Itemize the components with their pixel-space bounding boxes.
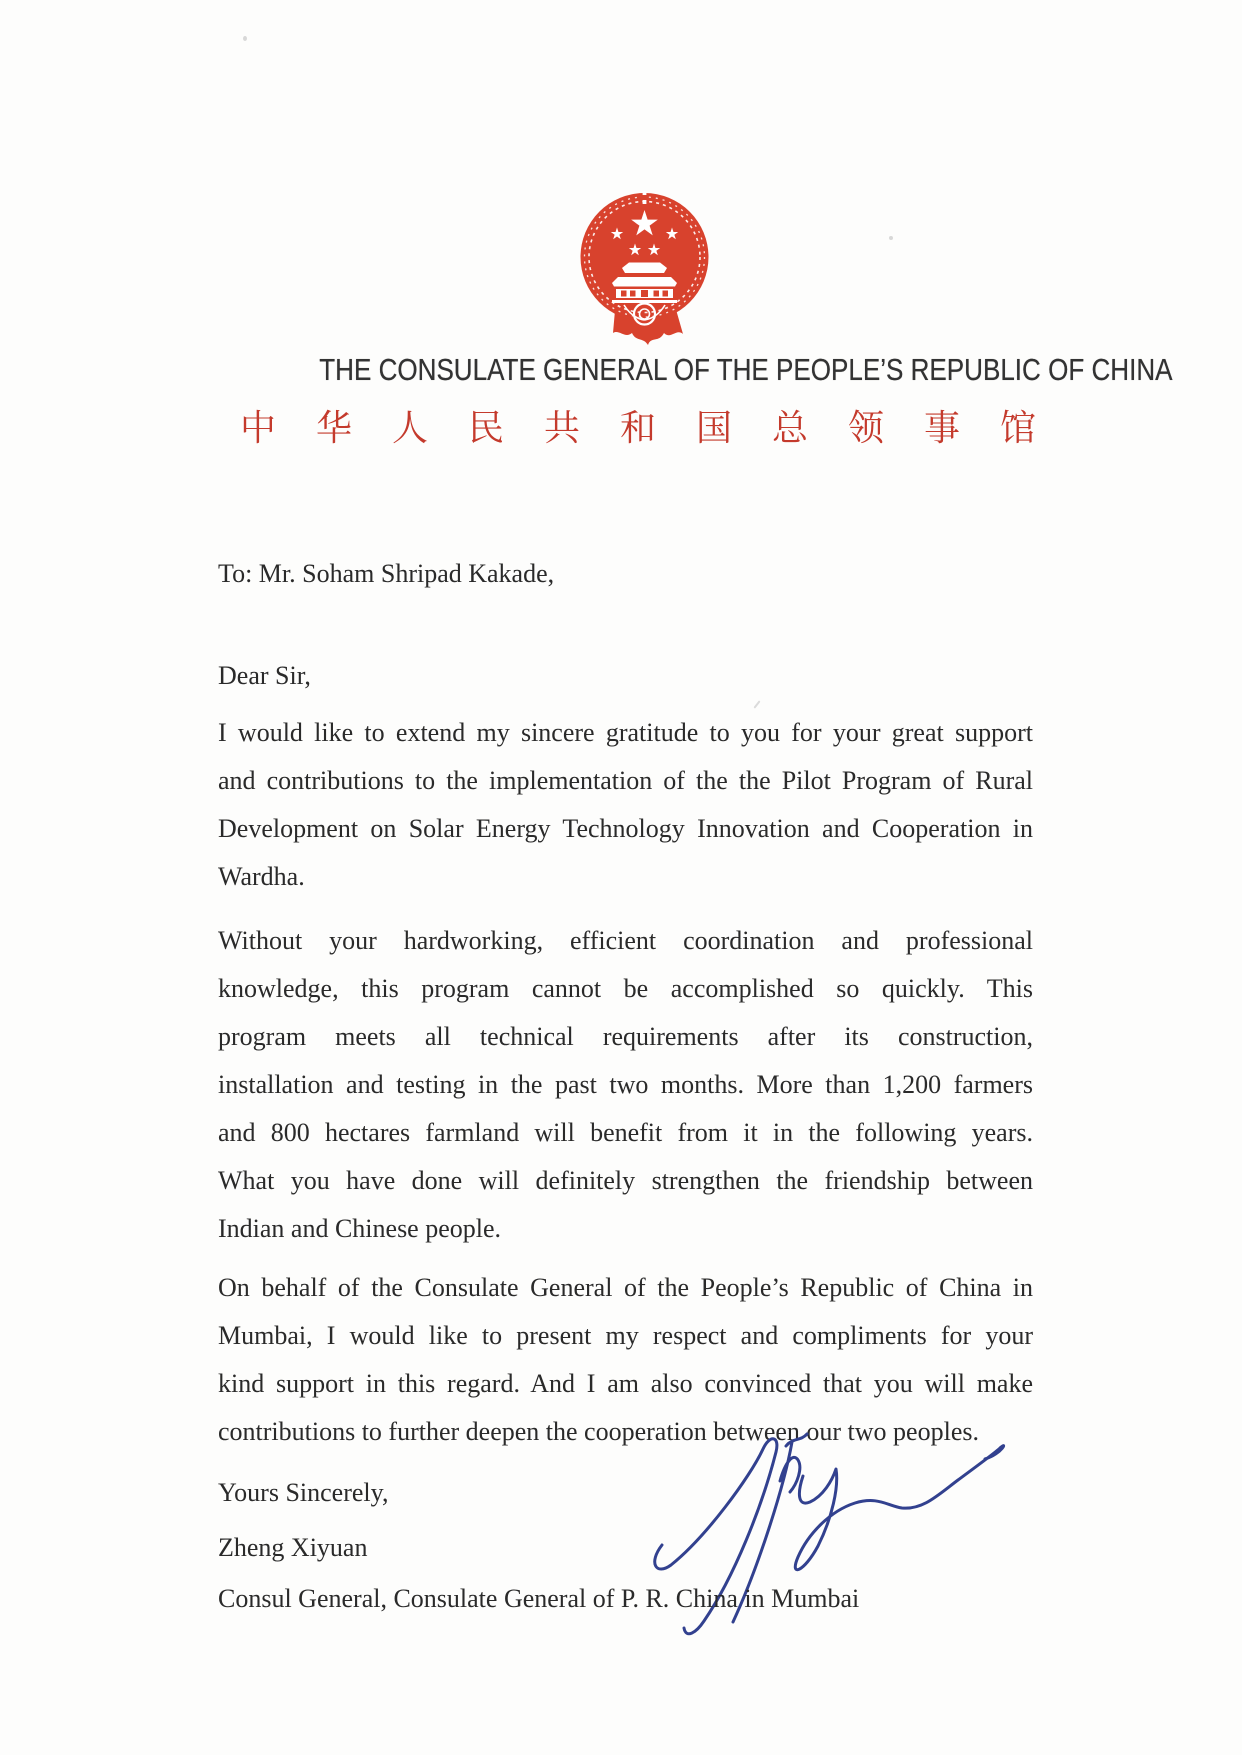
letter-line: What you have done will definitely strengthen the friendship between [218, 1166, 1033, 1195]
letter-line: kind support in this regard. And I am also convinced that you will make [218, 1369, 1033, 1398]
china-national-emblem [572, 187, 717, 345]
salutation-line: Dear Sir, [218, 661, 311, 690]
letter-line: On behalf of the Consulate General of the People’s Republic of China in [218, 1273, 1033, 1302]
letter-line: I would like to extend my sincere gratitude to you for your great support [218, 718, 1033, 747]
signatory-name: Zheng Xiyuan [218, 1533, 368, 1562]
consulate-name-chinese-text: 中华人民共和国总领事馆 [240, 408, 1077, 449]
letter-line: contributions to further deepen the cooperation between our two peoples. [218, 1417, 979, 1446]
letter-line: Wardha. [218, 862, 305, 891]
paragraph-2 [218, 917, 1033, 1253]
paragraph-1 [218, 709, 1033, 901]
letter-line: Indian and Chinese people. [218, 1214, 502, 1243]
letter-line: Without your hardworking, efficient coordination and professional [218, 926, 1033, 955]
scan-speck [889, 236, 893, 240]
scan-speck [753, 700, 760, 708]
letter-line: knowledge, this program cannot be accomplished so quickly. This [218, 974, 1033, 1003]
consulate-name-english [238, 352, 1173, 388]
recipient-line: To: Mr. Soham Shripad Kakade, [218, 559, 555, 588]
letter-line: and contributions to the implementation of the the Pilot Program of Rural [218, 766, 1033, 795]
consulate-name-english-text: THE CONSULATE GENERAL OF THE PEOPLE’S REPUBLIC OF CHINA [319, 352, 1173, 387]
china-national-emblem-icon [572, 187, 717, 345]
closing-line: Yours Sincerely, [218, 1478, 389, 1507]
scan-speck [243, 36, 247, 41]
letter-line: program meets all technical requirements after its construction, [218, 1022, 1033, 1051]
letter-line: installation and testing in the past two months. More than 1,200 farmers [218, 1070, 1033, 1099]
consulate-name-chinese [240, 408, 1076, 450]
letter-line: and 800 hectares farmland will benefit from it in the following years. [218, 1118, 1033, 1147]
letter-line: Development on Solar Energy Technology Innovation and Cooperation in [218, 814, 1033, 843]
letter-line: Mumbai, I would like to present my respect and compliments for your [218, 1321, 1033, 1350]
signatory-title: Consul General, Consulate General of P. R. China in Mumbai [218, 1584, 860, 1613]
